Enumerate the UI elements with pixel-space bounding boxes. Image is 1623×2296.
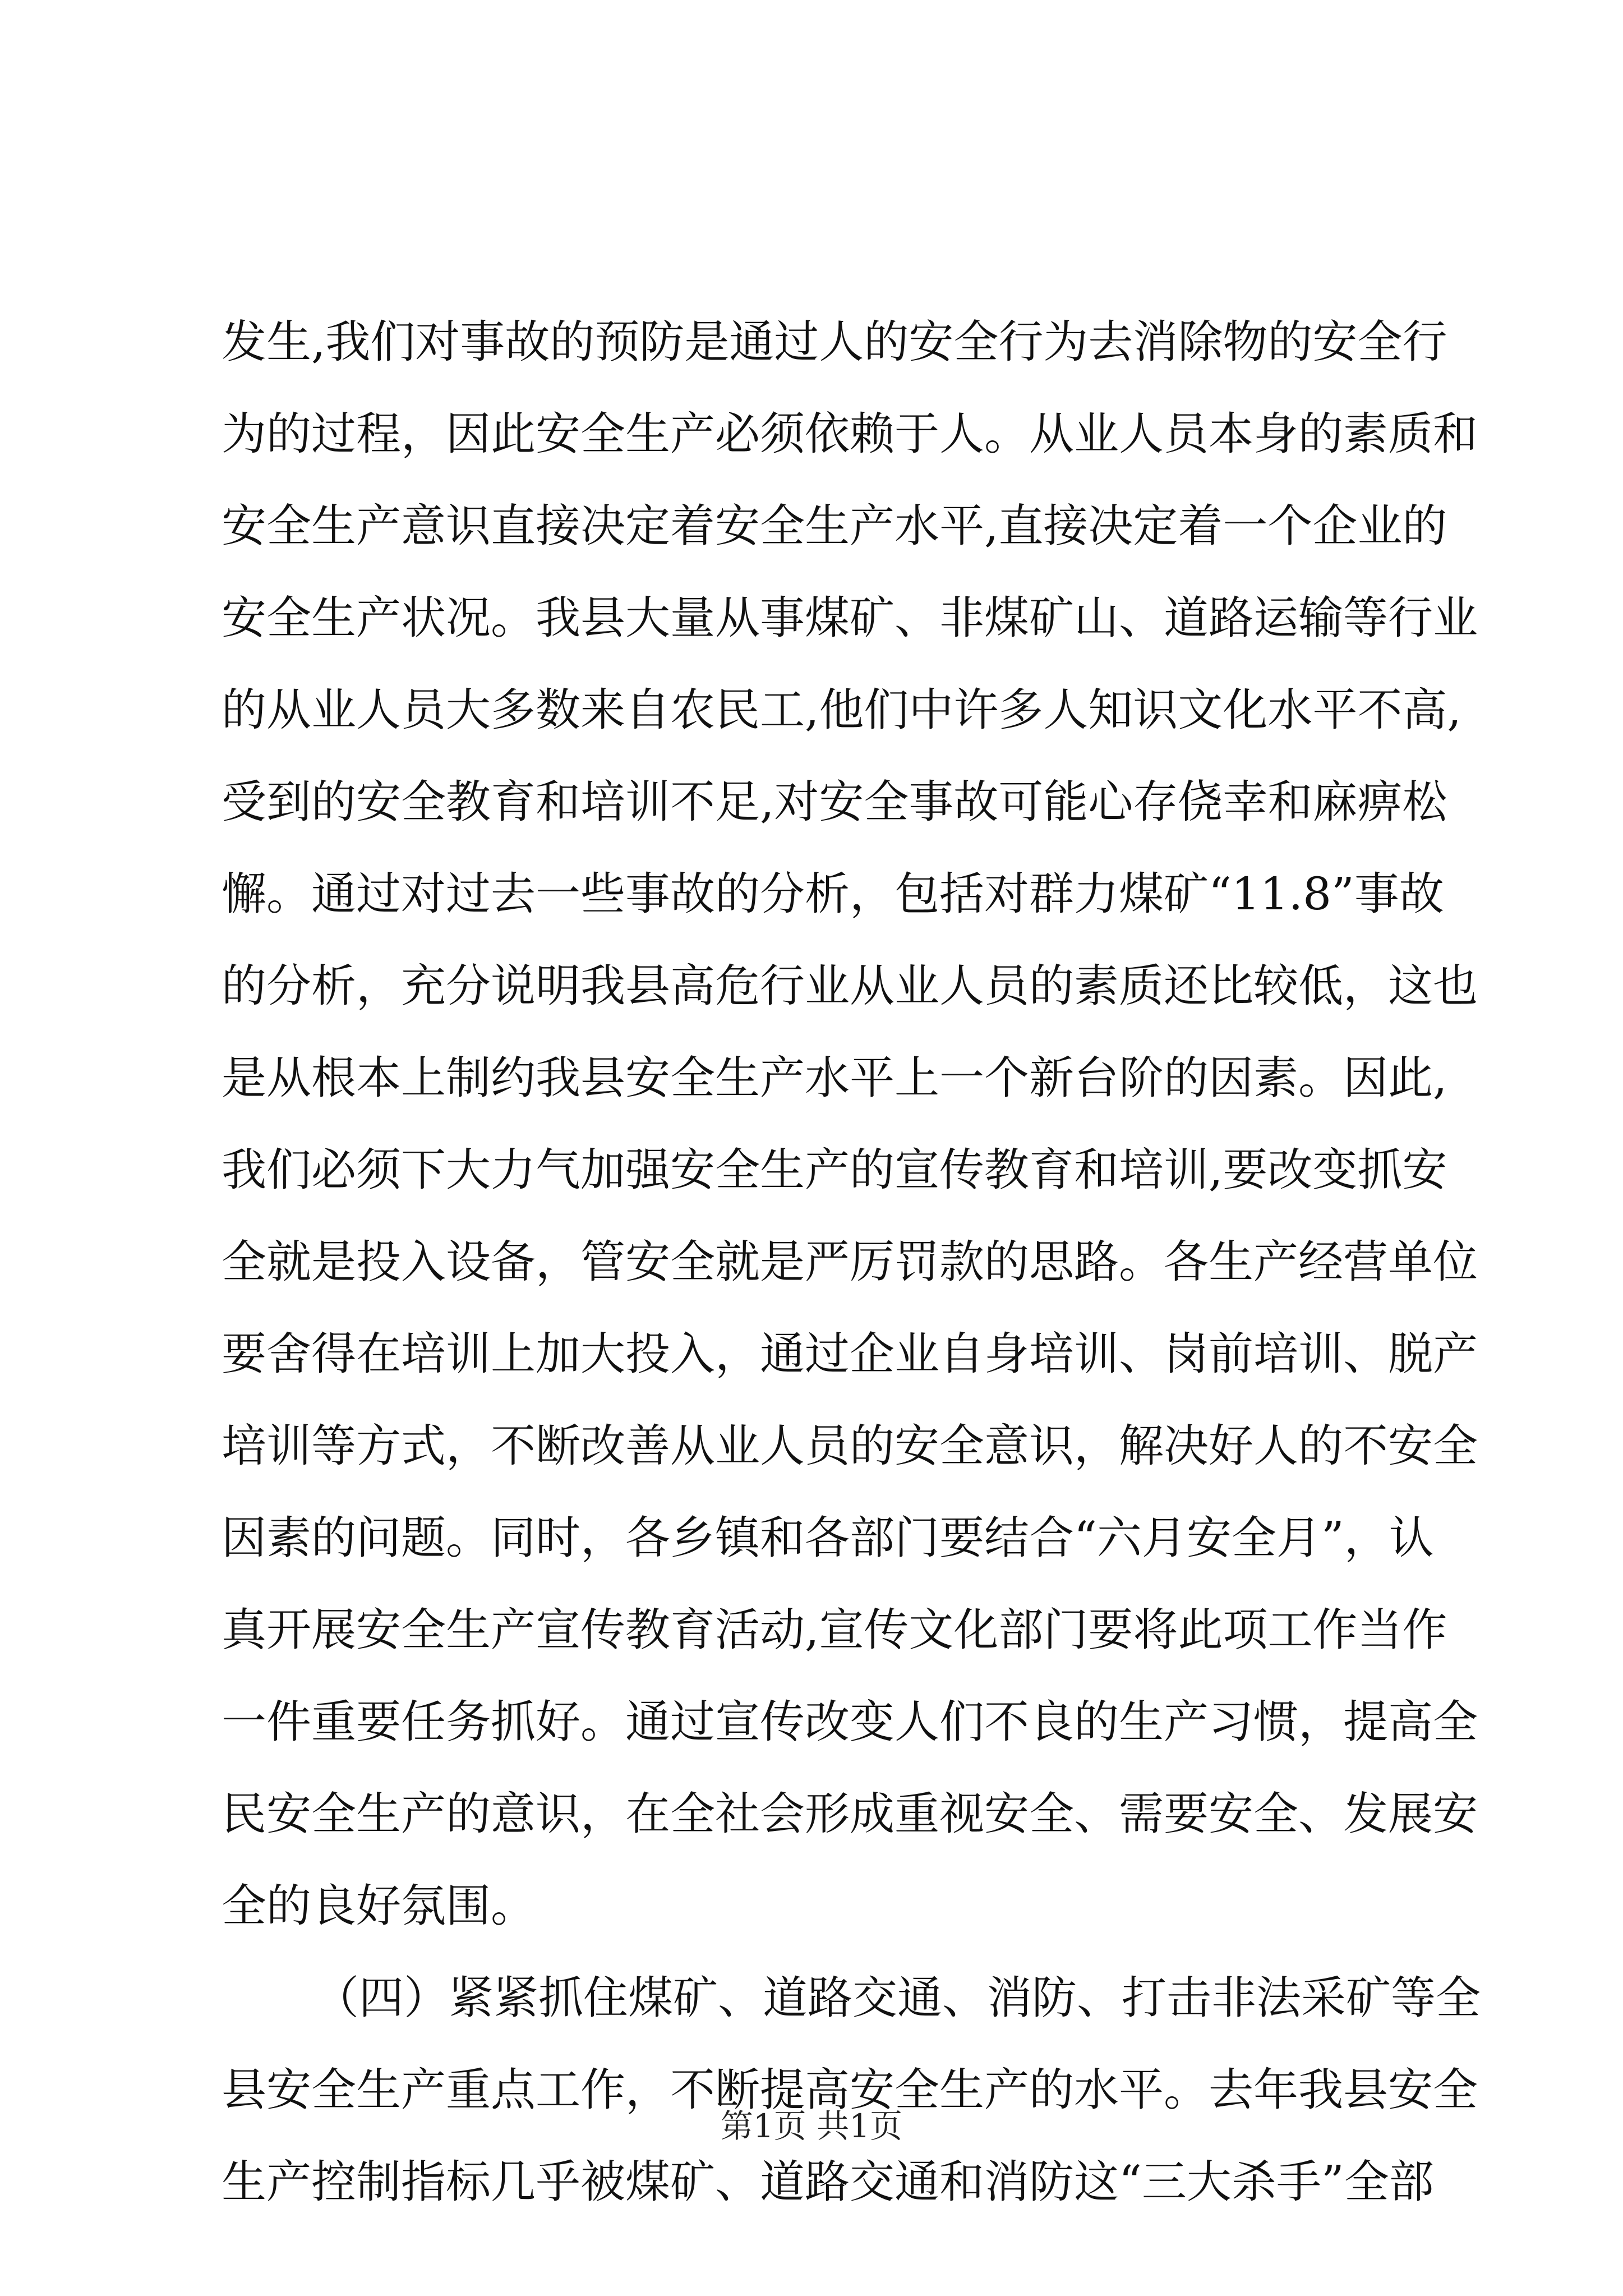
text-line: 安全生产意识直接决定着安全生产水平,直接决定着一个企业的 xyxy=(222,500,1447,552)
text-line: 我们必须下大力气加强安全生产的宣传教育和培训,要改变抓安 xyxy=(222,1144,1447,1196)
text-line: 的分析，充分说明我县高危行业从业人员的素质还比较低，这也 xyxy=(222,960,1478,1012)
text-line: 受到的安全教育和培训不足,对安全事故可能心存侥幸和麻痹松 xyxy=(222,776,1447,828)
text-line: 真开展安全生产宣传教育活动,宣传文化部门要将此项工作当作 xyxy=(222,1604,1447,1656)
paragraph-end-line: 全的良好氛围。 xyxy=(222,1880,536,1932)
section-heading-line: （四）紧紧抓住煤矿、道路交通、消防、打击非法采矿等全 xyxy=(314,1972,1481,2024)
text-line: 要舍得在培训上加大投入，通过企业自身培训、岗前培训、脱产 xyxy=(222,1328,1478,1380)
text-line: 民安全生产的意识，在全社会形成重视安全、需要安全、发展安 xyxy=(222,1788,1478,1840)
text-line: 一件重要任务抓好。通过宣传改变人们不良的生产习惯，提高全 xyxy=(222,1696,1478,1748)
page-footer: 第1页 共1页 xyxy=(720,2107,903,2145)
text-line: 县安全生产重点工作，不断提高安全生产的水平。去年我县安全 xyxy=(222,2064,1478,2116)
text-line: 安全生产状况。我县大量从事煤矿、非煤矿山、道路运输等行业 xyxy=(222,592,1478,644)
text-line: 生产控制指标几乎被煤矿、道路交通和消防这“三大杀手”全部 xyxy=(222,2156,1434,2208)
text-line: 因素的问题。同时，各乡镇和各部门要结合“六月安全月”，认 xyxy=(222,1512,1434,1564)
text-line: 的从业人员大多数来自农民工,他们中许多人知识文化水平不高, xyxy=(222,684,1461,736)
text-line: 全就是投入设备，管安全就是严厉罚款的思路。各生产经营单位 xyxy=(222,1236,1478,1288)
body-text xyxy=(222,296,1481,2228)
text-line: 懈。通过对过去一些事故的分析，包括对群力煤矿“11.8”事故 xyxy=(222,868,1444,920)
text-line: 发生,我们对事故的预防是通过人的安全行为去消除物的安全行 xyxy=(222,316,1447,368)
text-line: 为的过程，因此安全生产必须依赖于人。从业人员本身的素质和 xyxy=(222,408,1478,460)
text-line: 培训等方式，不断改善从业人员的安全意识，解决好人的不安全 xyxy=(222,1420,1478,1472)
text-line: 是从根本上制约我县安全生产水平上一个新台阶的因素。因此, xyxy=(222,1052,1447,1104)
